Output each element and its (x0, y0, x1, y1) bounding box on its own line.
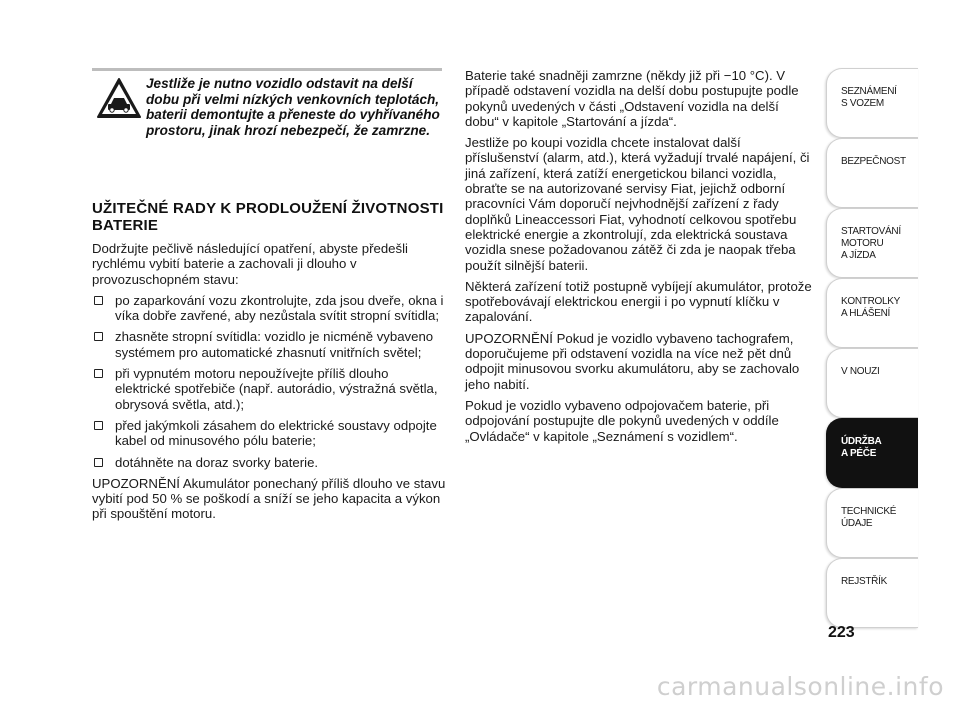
checkbox-bullet-icon (94, 296, 103, 305)
list-item-text: zhasněte stropní svítidla: vozidlo je nicméně vybaveno systémem pro automatické zhasnutí vnitřních světel; (115, 329, 434, 360)
list-item-text: před jakýmkoli zásahem do elektrické soustavy odpojte kabel od minusového pólu baterie; (115, 417, 437, 449)
list-item (92, 455, 447, 470)
paragraph-accessories: Jestliže po koupi vozidla chcete instalovat další příslušenství (alarm, atd.), která vyžadují trvalé napájení, či jiná zařízení, která zatíží energetickou bilanci vozidla, obraťte se na autorizované servisy Fiat, jejichž odborní pracovníci Vám doporučí nejvhodnější zařízení z řady doplňků Lineaccessori Fiat, vyhodnotí celkovou spotřebu elektrické energie a zkontrolují, zda elektrická soustava vozidla snese požadovanou zátěž či zda je naopak třeba použít silnější baterii. (465, 135, 810, 273)
list-item (92, 366, 447, 412)
list-item (92, 329, 447, 360)
section-heading: UŽITEČNÉ RADY K PRODLOUŽENÍ ŽIVOTNOSTI BATERIE (92, 200, 444, 234)
paragraph-tachograph: UPOZORNĚNÍ Pokud je vozidlo vybaveno tachografem, doporučujeme při odstavení vozidla na více než pět dnů odpojit minusovou svorku akumulátoru, aby se zachovalo jeho nabití. (465, 330, 800, 392)
tab-v-nouzi[interactable]: V NOUZI (826, 348, 918, 418)
list-item (92, 293, 447, 324)
tab-kontrolky[interactable]: KONTROLKY A HLÁŠENÍ (826, 278, 918, 348)
tab-udrzba[interactable]: ÚDRŽBA A PÉČE (826, 418, 918, 488)
right-column (465, 68, 815, 450)
list-item (92, 418, 447, 449)
warning-rule (92, 68, 442, 71)
warning-text-block (92, 76, 446, 138)
intro-paragraph: Dodržujte pečlivě následující opatření, abyste předešli rychlému vybití baterie a zachovali ji dlouho v provozuschopném stavu: (92, 241, 408, 287)
tab-technicke[interactable]: TECHNICKÉ ÚDAJE (826, 488, 918, 558)
checkbox-bullet-icon (94, 421, 103, 430)
tab-startovani[interactable]: STARTOVÁNÍ MOTORU A JÍZDA (826, 208, 918, 278)
list-item-text: po zaparkování vozu zkontrolujte, zda jsou dveře, okna i víka dobře zavřené, aby nezůstala svítit stropní svítidla; (115, 292, 444, 324)
paragraph-disconnector: Pokud je vozidlo vybaveno odpojovačem baterie, při odpojování postupujte dle pokynů uvedených v oddíle „Ovládače“ v kapitole „Seznámení s vozidlem“. (465, 397, 779, 444)
checkbox-bullet-icon (94, 458, 103, 467)
paragraph-drain: Některá zařízení totiž postupně vybíjejí akumulátor, protože spotřebovávají elektrickou energii i po vypnutí klíčku v zapalování. (465, 278, 812, 325)
left-column (92, 201, 447, 528)
page-number: 223 (828, 624, 855, 641)
tab-bezpecnost[interactable]: BEZPEČNOST (826, 138, 918, 208)
paragraph-freezing: Baterie také snadněji zamrzne (někdy již při −10 °C). V případě odstavení vozidla na delší dobu postupujte podle pokynů uvedených v části „Odstavení vozidla na delší dobu“ v kapitole „Startování a jízda“. (465, 68, 799, 129)
tab-rejstrik[interactable]: REJSTŘÍK (826, 558, 918, 628)
tab-seznameni[interactable]: SEZNÁMENÍ S VOZEM (826, 68, 918, 138)
list-item-text: dotáhněte na doraz svorky baterie. (115, 454, 319, 470)
warning-text: Jestliže je nutno vozidlo odstavit na delší dobu při velmi nízkých venkovních teplotách, baterii demontujte a přeneste do vyhřívaného prostoru, jinak hrozí nebezpečí, že zamrzne. (146, 76, 440, 138)
list-item-text: při vypnutém motoru nepoužívejte příliš dlouho elektrické spotřebiče (např. autorádio, výstražná světla, obrysová světla, atd.); (115, 366, 438, 412)
tips-list (92, 293, 447, 470)
watermark: carmanualsonline.info (656, 672, 944, 701)
notice-paragraph: UPOZORNĚNÍ Akumulátor ponechaný příliš dlouho ve stavu vybití pod 50 % se poškodí a sníží se jeho kapacita a výkon při spouštění motoru. (92, 475, 446, 522)
checkbox-bullet-icon (94, 369, 103, 378)
checkbox-bullet-icon (94, 332, 103, 341)
